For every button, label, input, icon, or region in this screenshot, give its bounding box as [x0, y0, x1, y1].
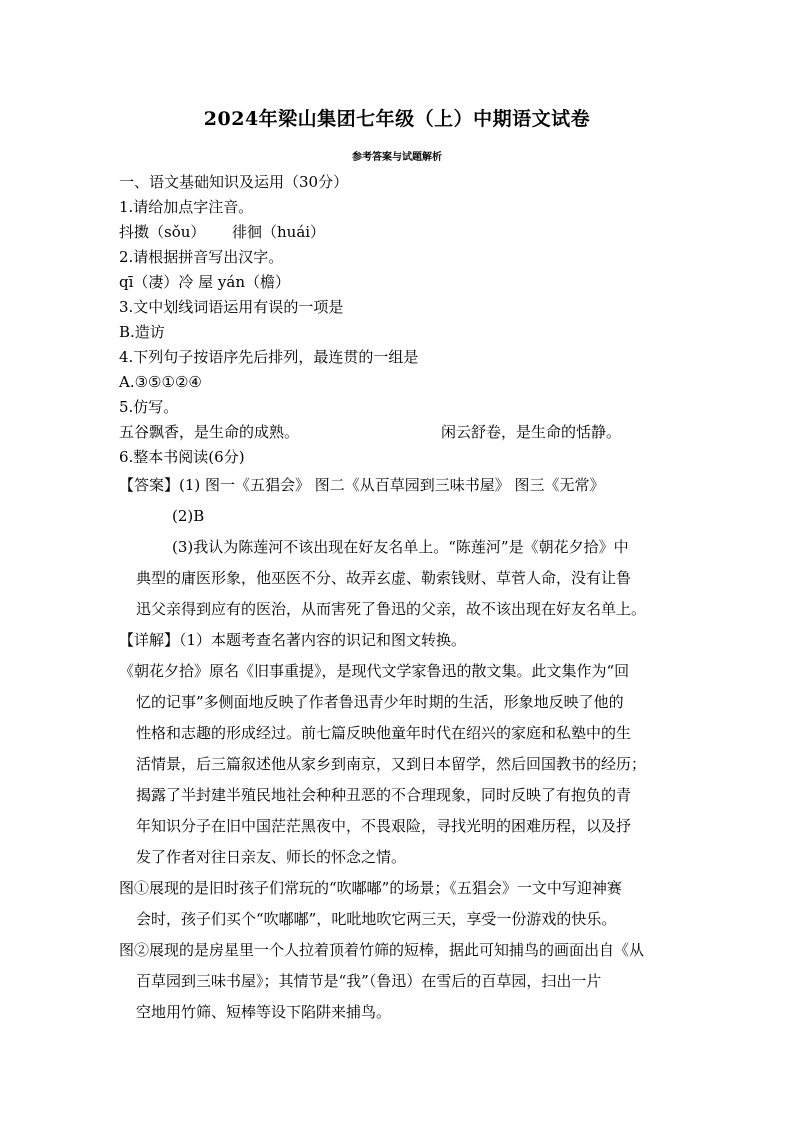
question-4-prompt: 4.下列句子按语序先后排列，最连贯的一组是: [119, 348, 419, 366]
paragraph-2-line: 会时，孩子们买个“吹嘟嘟”，叱吡地吹它两三天，享受一份游戏的快乐。: [136, 910, 617, 928]
question-6-prompt: 6.整本书阅读(6分): [119, 448, 245, 466]
question-2-answer: qī（凄）冷 屋 yán（檐）: [119, 273, 291, 291]
question-3-answer: B.造访: [119, 323, 165, 341]
answer-part-3-line-1: (3)我认为陈莲河不该出现在好友名单上。“陈莲河”是《朝花夕拾》中: [172, 538, 629, 556]
paragraph-1-line: 《朝花夕拾》原名《旧事重提》，是现代文学家鲁迅的散文集。此文集作为“回: [119, 662, 630, 680]
question-5-prompt: 5.仿写。: [119, 398, 179, 416]
answer-part-3-line-2: 典型的庸医形象，他巫医不分、故弄玄虚、勒索钱财、草菅人命，没有让鲁: [136, 569, 632, 587]
paragraph-1-line: 年知识分子在旧中国茫茫黑夜中，不畏艰险，寻找光明的困难历程，以及抒: [136, 817, 632, 835]
question-1-answer-b: 徘徊（huái）: [232, 223, 326, 241]
paragraph-3-line: 空地用竹筛、短棒等设下陷阱来捕鸟。: [136, 1003, 392, 1021]
question-2-prompt: 2.请根据拼音写出汉字。: [119, 248, 284, 266]
question-3-prompt: 3.文中划线词语运用有误的一项是: [119, 298, 344, 316]
paragraph-2-line: 图①展现的是旧时孩子们常玩的“吹嘟嘟”的场景；《五猖会》一文中写迎神赛: [119, 879, 622, 897]
question-4-answer: A.③⑤①②④: [119, 373, 202, 391]
answer-part-2: (2)B: [172, 507, 205, 525]
section-heading: 一、语文基础知识及运用（30分）: [119, 173, 349, 191]
paragraph-1-line: 活情景，后三篇叙述他从家乡到南京，又到日本留学，然后回国教书的经历；: [136, 755, 647, 773]
paragraph-1-line: 性格和志趣的形成经过。前七篇反映他童年时代在绍兴的家庭和私塾中的生: [136, 724, 632, 742]
paragraph-1-line: 揭露了半封建半殖民地社会种种丑恶的不合理现象，同时反映了有抱负的青: [136, 786, 632, 804]
document-title: 2024年梁山集团七年级（上）中期语文试卷: [203, 108, 591, 130]
answer-label-line: 【答案】(1) 图一《五猖会》 图二《从百草园到三味书屋》 图三《无常》: [119, 476, 605, 494]
answer-part-3-line-3: 迅父亲得到应有的医治，从而害死了鲁迅的父亲，故不该出现在好友名单上。: [136, 600, 647, 618]
question-1-answer-a: 抖擞（sǒu）: [119, 223, 206, 241]
paragraph-1-line: 发了作者对往日亲友、师长的怀念之情。: [136, 848, 407, 866]
paragraph-3-line: 百草园到三味书屋》；其情节是“我”（鲁迅）在雪后的百草园，扫出一片: [136, 972, 602, 990]
question-5-answer-b: 闲云舒卷，是生命的恬静。: [441, 423, 622, 441]
paragraph-3-line: 图②展现的是房星里一个人拉着顶着竹筛的短棒，据此可知捕鸟的画面出自《从: [119, 941, 645, 959]
question-5-answer-a: 五谷飘香，是生命的成熟。: [119, 423, 300, 441]
document-subtitle: 参考答案与试题解析: [352, 152, 442, 163]
paragraph-1-line: 忆的记事”多侧面地反映了作者鲁迅青少年时期的生活，形象地反映了他的: [136, 693, 624, 711]
question-1-prompt: 1.请给加点字注音。: [119, 198, 254, 216]
detail-heading: 【详解】（1）本题考查名著内容的识记和图文转换。: [119, 631, 467, 649]
